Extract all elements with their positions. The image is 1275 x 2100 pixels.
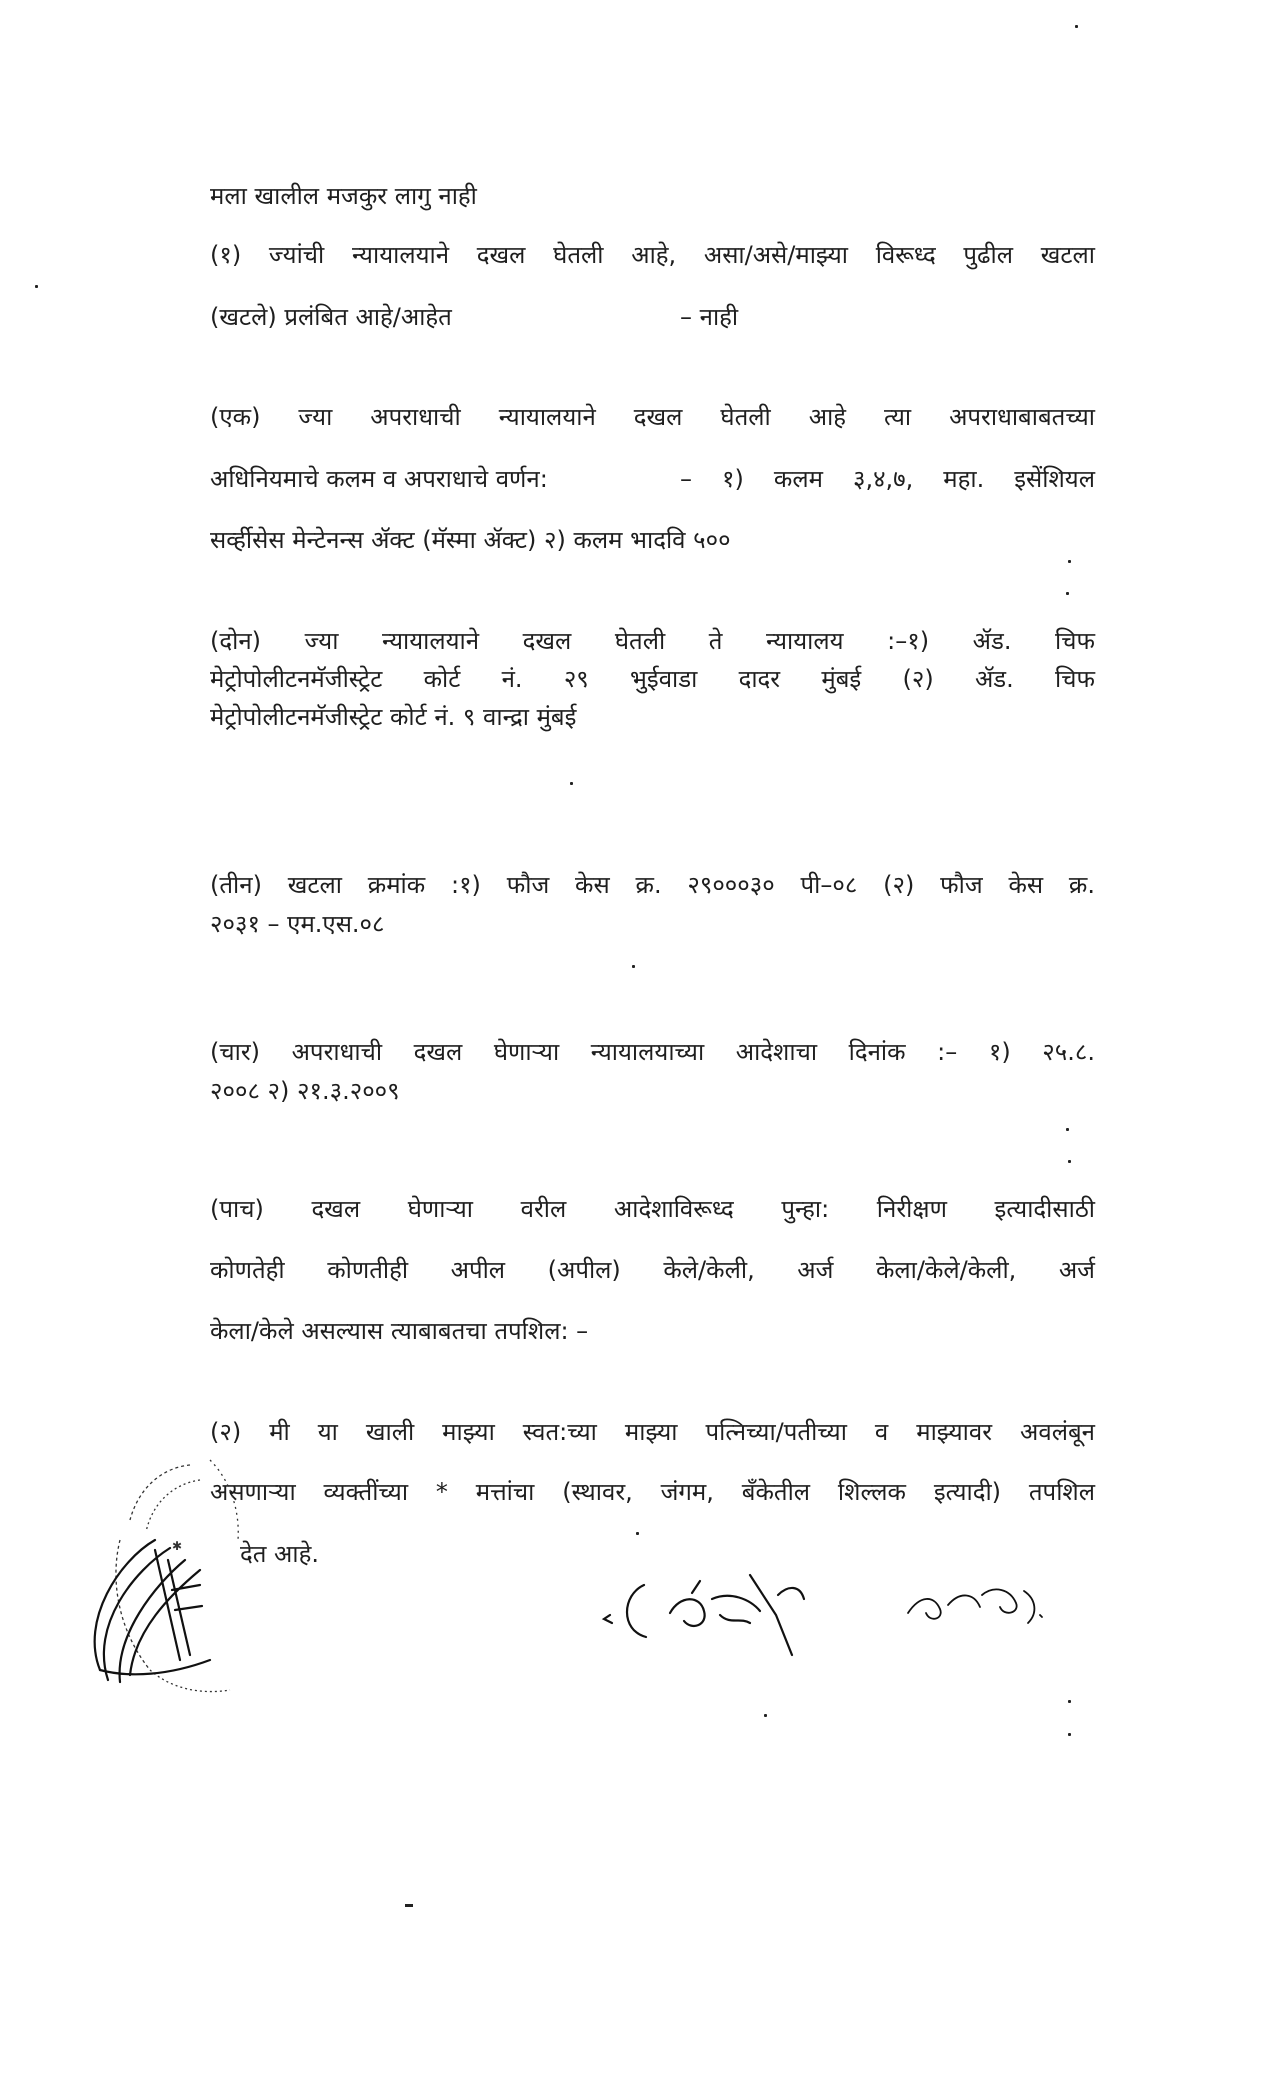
section-ek-line2-label: अधिनियमाचे कलम व अपराधाचे वर्णन: [210,465,548,493]
seal-stamp-icon [60,1420,260,1720]
scan-speck [636,1532,639,1535]
scan-speck [1068,560,1071,563]
scan-speck [1066,592,1069,595]
signature-two-icon [900,1565,1060,1635]
scan-speck [764,1714,767,1717]
scan-speck [1075,25,1078,28]
scan-speck [1068,1733,1071,1736]
section-teen-line2: २०३१ – एम.एस.०८ [210,910,385,938]
section-teen-line1: (तीन) खटला क्रमांक :१) फौज केस क्र. २९०००३० पी–०८ (२) फौज केस क्र. [210,871,1095,899]
section-pach-line1: (पाच) दखल घेणाऱ्या वरील आदेशाविरूध्द पुन्हा: निरीक्षण इत्यादीसाठी [210,1195,1095,1223]
item2-line2: असणाऱ्या व्यक्तींच्या * मत्तांचा (स्थावर, जंगम, बँकेतील शिल्लक इत्यादी) तपशिल [210,1478,1095,1506]
section-char-line1: (चार) अपराधाची दखल घेणाऱ्या न्यायालयाच्या आदेशाचा दिनांक :– १) २५.८. [210,1038,1095,1066]
section-char-line2: २००८ २) २१.३.२००९ [210,1077,400,1105]
item2-line3: देत आहे. [240,1540,319,1568]
signature-one-icon [600,1555,840,1665]
section-ek-line2-value: – १) कलम ३,४,७, महा. इसेंशियल [680,465,1095,493]
section-don-line1: (दोन) ज्या न्यायालयाने दखल घेतली ते न्यायालय :–१) ॲड. चिफ [210,627,1095,655]
item2-line1: (२) मी या खाली माझ्या स्वत:च्या माझ्या पत्निच्या/पतीच्या व माझ्यावर अवलंबून [210,1418,1095,1446]
section-pach-line2: कोणतेही कोणतीही अपील (अपील) केले/केली, अर्ज केला/केले/केली, अर्ज [210,1256,1095,1284]
scan-speck [632,965,635,968]
scan-speck [1066,1128,1069,1131]
section-don-line2: मेट्रोपोलीटनमॅजीस्ट्रेट कोर्ट नं. २९ भुईवाडा दादर मुंबई (२) ॲड. चिफ [210,665,1095,693]
item1-line2: (खटले) प्रलंबित आहे/आहेत [210,303,452,331]
item1-line1: (१) ज्यांची न्यायालयाने दखल घेतली आहे, असा/असे/माझ्या विरूध्द पुढील खटला [210,241,1095,269]
item1-answer: – नाही [680,303,739,331]
section-ek-line3: सर्व्हीसेस मेन्टेनन्स ॲक्ट (मॅस्मा ॲक्ट) २) कलम भादवि ५०० [210,526,731,554]
scan-speck [1068,1160,1071,1163]
scan-speck [1068,1700,1071,1703]
section-don-line3: मेट्रोपोलीटनमॅजीस्ट्रेट कोर्ट नं. ९ वान्द्रा मुंबई [210,703,577,731]
section-ek-line1: (एक) ज्या अपराधाची न्यायालयाने दखल घेतली आहे त्या अपराधाबाबतच्या [210,403,1095,431]
scan-dash [405,1904,413,1907]
section-pach-line3: केला/केले असल्यास त्याबाबतचा तपशिल: – [210,1317,589,1345]
scan-speck [35,285,38,288]
svg-text:✱: ✱ [172,1539,183,1553]
scan-speck [570,782,573,785]
intro-line: मला खालील मजकुर लागु नाही [210,182,477,210]
